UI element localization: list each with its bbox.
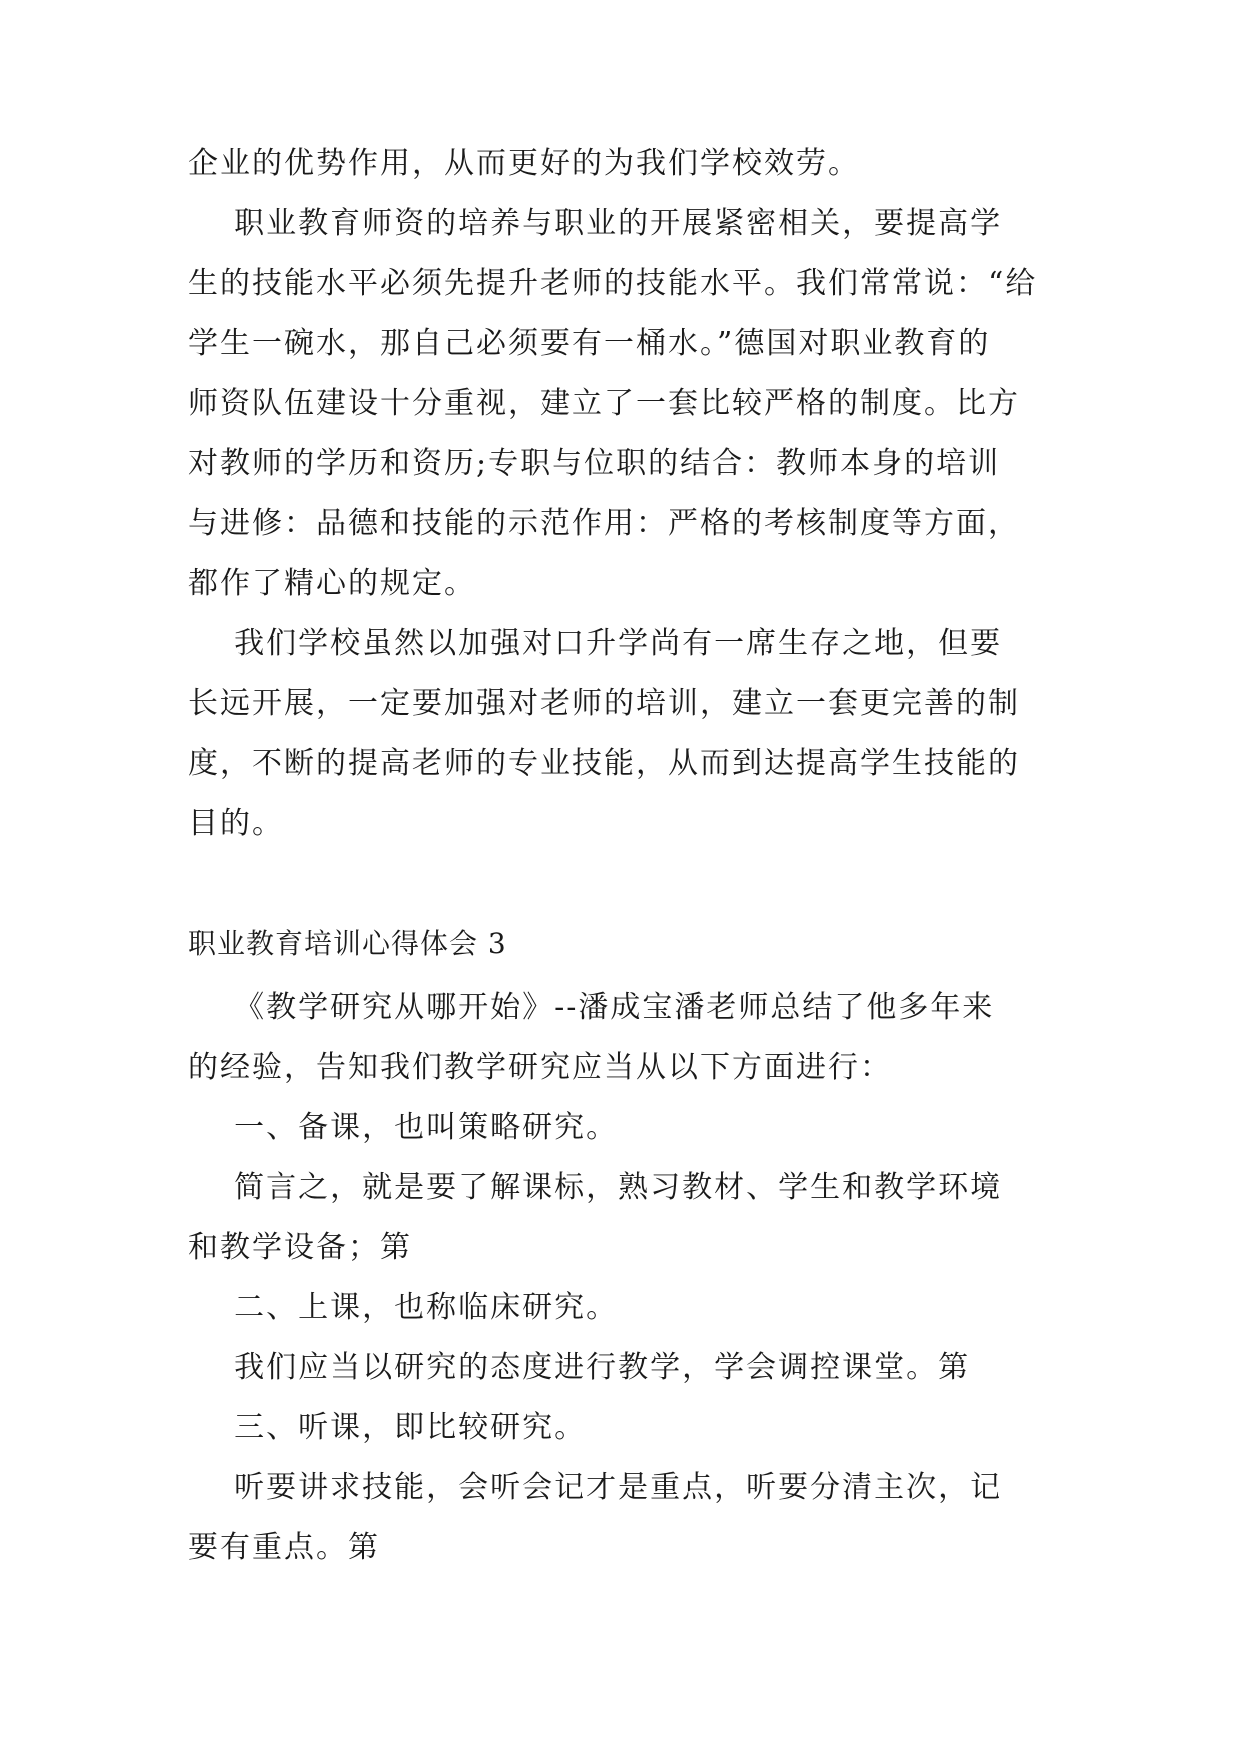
text-line: 长远开展，一定要加强对老师的培训，建立一套更完善的制 [188,686,1020,721]
text-line: 学生一碗水，那自己必须要有一桶水。”德国对职业教育的 [188,326,991,361]
paragraph-3 [188,614,1048,854]
text-line: 与进修：品德和技能的示范作用：严格的考核制度等方面， [188,506,1020,541]
paragraph-4 [188,978,1048,1098]
paragraph-9 [188,1398,1048,1458]
paragraph-5 [188,1098,1048,1158]
paragraph-2 [188,194,1048,614]
text-line: 企业的优势作用，从而更好的为我们学校效劳。 [188,146,860,181]
section-title: 职业教育培训心得体会 3 [188,927,507,960]
text-line: 听要讲求技能，会听会记才是重点，听要分清主次，记 [188,1470,1003,1505]
text-line: 要有重点。第 [188,1530,380,1565]
text-line: 一、备课，也叫策略研究。 [188,1110,619,1145]
text-line: 师资队伍建设十分重视，建立了一套比较严格的制度。比方 [188,386,1020,421]
text-line: 目的。 [188,806,284,841]
text-line: 和教学设备；第 [188,1230,412,1265]
text-line: 职业教育师资的培养与职业的开展紧密相关，要提高学 [188,206,1003,241]
text-line: 生的技能水平必须先提升老师的技能水平。我们常常说：“给 [188,266,1038,301]
text-line: 度，不断的提高老师的专业技能，从而到达提高学生技能的 [188,746,1020,781]
paragraph-1 [188,134,1048,194]
paragraph-7 [188,1278,1048,1338]
text-line: 对教师的学历和资历;专职与位职的结合：教师本身的培训 [188,446,1001,481]
paragraph-6 [188,1158,1048,1278]
paragraph-10 [188,1458,1048,1578]
text-line: 都作了精心的规定。 [188,566,476,601]
paragraph-8 [188,1338,1048,1398]
text-line: 我们学校虽然以加强对口升学尚有一席生存之地，但要 [188,626,1003,661]
text-line: 三、听课，即比较研究。 [188,1410,587,1445]
text-line: 简言之，就是要了解课标，熟习教材、学生和教学环境 [188,1170,1003,1205]
text-line: 二、上课，也称临床研究。 [188,1290,619,1325]
text-line: 的经验，告知我们教学研究应当从以下方面进行： [188,1050,892,1085]
text-line: 《教学研究从哪开始》--潘成宝潘老师总结了他多年来 [188,990,995,1025]
text-line: 我们应当以研究的态度进行教学，学会调控课堂。第 [188,1350,971,1385]
